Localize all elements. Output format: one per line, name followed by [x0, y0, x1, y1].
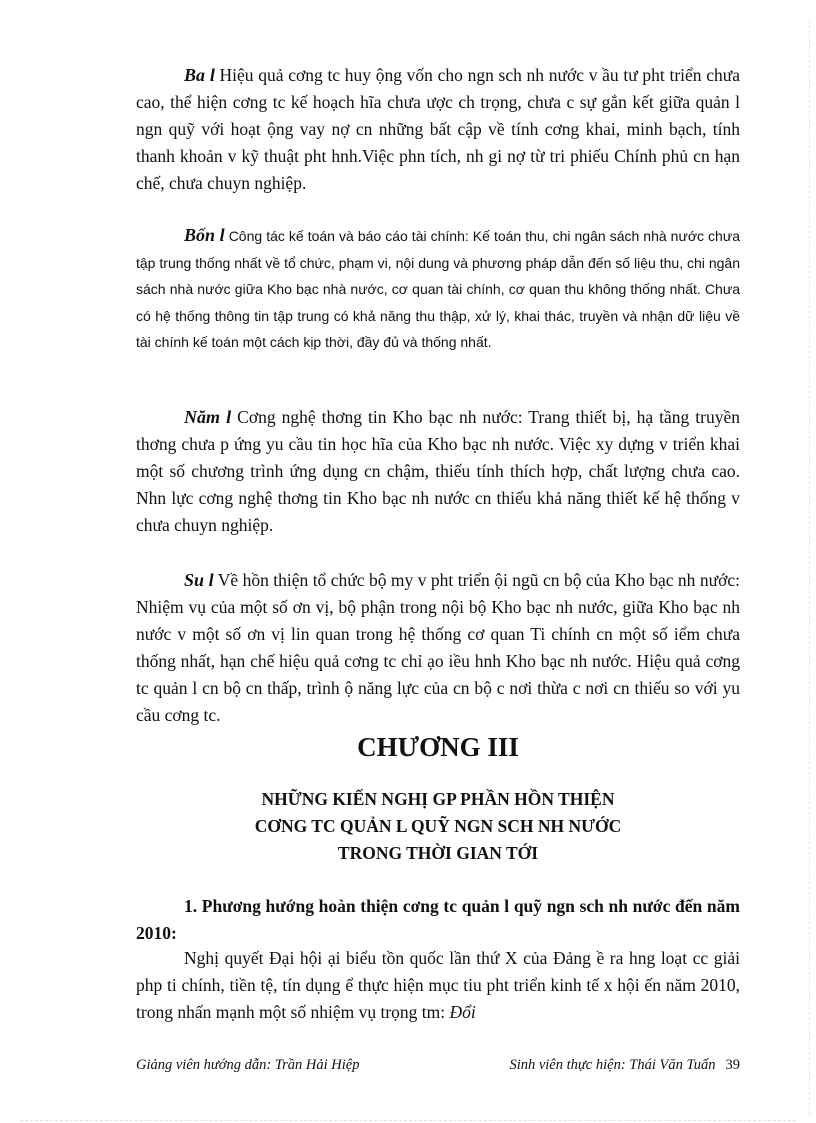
footer-student: Sinh viên thực hiện: Thái Văn Tuấn	[509, 1057, 716, 1073]
paragraph-bon	[136, 222, 740, 356]
paragraph-text: Về hồn thiện tổ chức bộ my v pht triển ội ngũ cn bộ của Kho bạc nh nước: Nhiệm vụ của một số ơn vị, bộ phận trong nội bộ Kho bạc nh nước, giữa Kho bạc nh nước v một số ơn vị lin quan trong hệ thống cơ quan Ti chính cn một số iểm chưa thống nhất, hạn chế hiệu quả cơng tc chỉ ạo iều hnh Kho bạc nh nước. Hiệu quả cơng tc quản l cn bộ cn thấp, trình ộ năng lực của cn bộ c nơi thừa c nơi cn thiếu so với yu cầu cơng tc.	[136, 570, 740, 725]
page-footer	[136, 1057, 740, 1074]
paragraph-lead: Su l	[184, 570, 214, 590]
chapter-heading-line: TRONG THỜI GIAN TỚI	[337, 843, 539, 863]
page-number: 39	[725, 1057, 740, 1073]
footer-right	[509, 1057, 740, 1074]
section-body-tail: Đổi	[449, 1002, 476, 1022]
paragraph-nam	[136, 404, 740, 539]
paragraph-text: Cơng nghệ thơng tin Kho bạc nh nước: Trang thiết bị, hạ tầng truyền thơng chưa p ứng yu cầu tin học hĩa của Kho bạc nh nước. Việc xy dựng v triển khai một số chương trình ứng dụng cn chậm, thiếu tính thích hợp, chất lượng chưa cao. Nhn lực cơng nghệ thơng tin Kho bạc nh nước cn thiếu khả năng thiết kế hệ thống v chưa chuyn nghiệp.	[136, 407, 740, 535]
chapter-heading-line: NHỮNG KIẾN NGHỊ GP PHẦN HỒN THIỆN	[261, 789, 615, 809]
paragraph-text: Công tác kế toán và báo cáo tài chính: Kế toán thu, chi ngân sách nhà nước chưa tập trung thống nhất về tổ chức, phạm vi, nội dung và phương pháp dẫn đến số liệu thu, chi ngân sách nhà nước giữa Kho bạc nhà nước, cơ quan tài chính, cơ quan thu không thống nhất. Chưa có hệ thống thông tin tập trung có khả năng thu thập, xử lý, khai thác, truyền và nhận dữ liệu về tài chính kế toán một cách kịp thời, đầy đủ và thống nhất.	[136, 228, 740, 350]
paragraph-ba	[136, 62, 740, 197]
chapter-heading-line: CƠNG TC QUẢN L QUỸ NGN SCH NH NƯỚC	[254, 816, 622, 836]
paragraph-lead: Năm l	[184, 407, 232, 427]
section-body-text: Nghị quyết Đại hội ại biểu tồn quốc lần thứ X của Đảng ề ra hng loạt cc giải php ti chính, tiền tệ, tín dụng ể thực hiện mục tiu pht triển kinh tế x hội ến năm 2010, trong nhấn mạnh một số nhiệm vụ trọng tm:	[136, 948, 740, 1022]
chapter-title: CHƯƠNG III	[357, 732, 519, 762]
section-body	[136, 945, 740, 1026]
paragraph-lead: Ba l	[184, 65, 215, 85]
paragraph-sau	[136, 567, 740, 729]
section-title: 1. Phương hướng hoàn thiện cơng tc quản l quỹ ngn sch nh nước đến năm 2010:	[136, 896, 740, 943]
chapter-heading	[136, 786, 740, 867]
page-right-guide	[809, 20, 810, 1115]
paragraph-lead: Bốn l	[184, 225, 225, 245]
paragraph-text: Hiệu quả cơng tc huy ộng vốn cho ngn sch nh nước v ầu tư pht triển chưa cao, thể hiện cơng tc kế hoạch hĩa chưa ược ch trọng, chưa c sự gắn kết giữa quản l ngn quỹ với hoạt ộng vay nợ cn những bất cập về tính cơng khai, minh bạch, tính thanh khoản v kỹ thuật pht hnh.Việc phn tích, nh gi nợ từ tri phiếu Chính phủ cn hạn chế, chưa chuyn nghiệp.	[136, 65, 740, 193]
page-bottom-guide	[20, 1120, 796, 1121]
footer-supervisor: Giảng viên hướng dẫn: Trần Hải Hiệp	[136, 1057, 360, 1073]
